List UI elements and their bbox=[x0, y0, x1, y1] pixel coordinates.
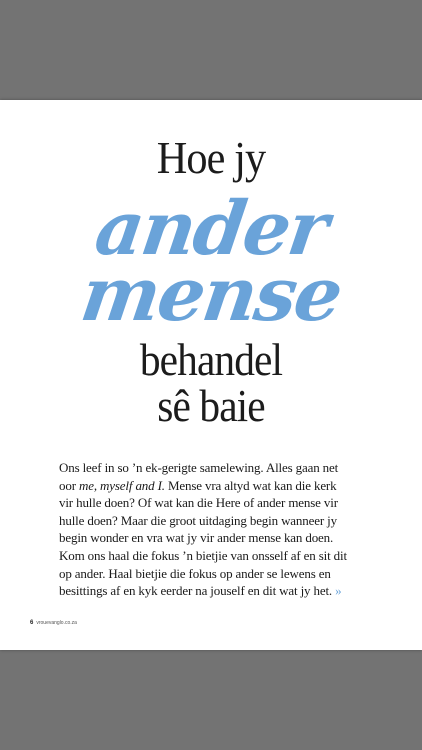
continue-arrow-icon: » bbox=[335, 583, 342, 599]
intro-line-text: besittings af en kyk eerder na jouself en dit wat jy het. bbox=[59, 583, 333, 599]
intro-line bbox=[59, 477, 369, 495]
article-intro bbox=[59, 459, 369, 600]
footer-site: vrouevanglo.co.za bbox=[36, 620, 77, 626]
intro-line: vir hulle doen? Of wat kan die Here of ander mense vir bbox=[59, 495, 338, 511]
intro-line: Kom ons haal die fokus ’n bietjie van onsself af en sit dit bbox=[59, 547, 347, 563]
page-footer bbox=[30, 620, 77, 626]
intro-line-text: oor me, myself and I. Mense vra altyd wat kan die kerk bbox=[59, 477, 337, 493]
title-script-word-1: ander bbox=[90, 186, 332, 272]
title-line-3: sê baie bbox=[157, 380, 265, 431]
title-line-1: Hoe jy bbox=[156, 132, 266, 183]
intro-line-last bbox=[59, 582, 369, 600]
intro-line: op ander. Haal bietjie die fokus op ander se lewens en bbox=[59, 565, 331, 581]
title-script-word-2: mense bbox=[75, 252, 347, 338]
intro-line: Ons leef in so ’n ek-gerigte samelewing. Alles gaan net bbox=[59, 460, 339, 475]
title-line-2: behandel bbox=[139, 334, 283, 385]
intro-line: begin wonder en vra wat jy vir ander mense kan doen. bbox=[59, 530, 334, 546]
page-number: 6 bbox=[30, 620, 34, 626]
magazine-page[interactable] bbox=[0, 100, 422, 650]
intro-line: hulle doen? Maar die groot uitdaging begin wanneer jy bbox=[59, 512, 337, 528]
